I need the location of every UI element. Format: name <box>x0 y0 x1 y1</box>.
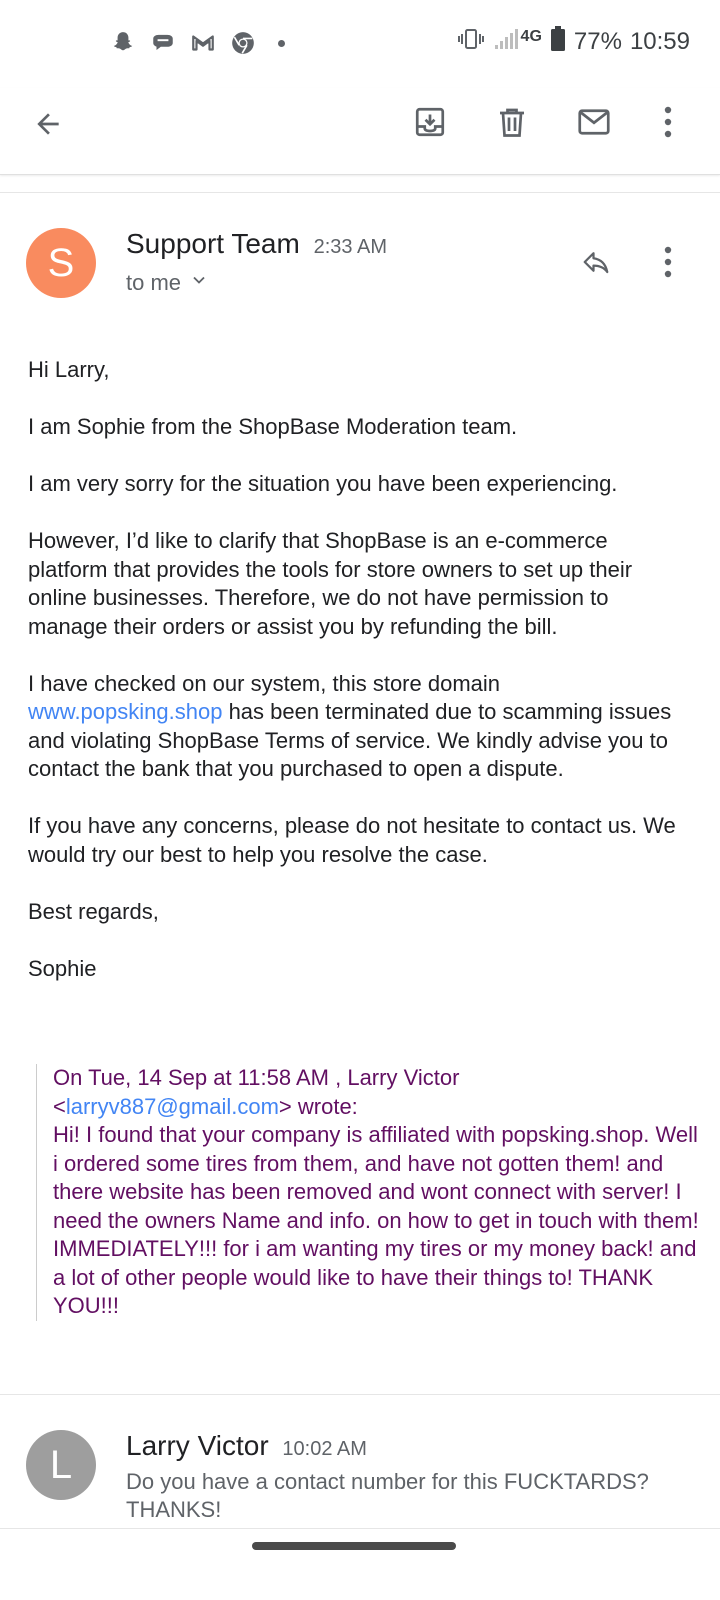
recipient-toggle[interactable] <box>126 270 209 296</box>
body-paragraph: If you have any concerns, please do not hesitate to contact us. We would try our best to help you resolve the case. <box>28 813 676 867</box>
quote-text: Hi! I found that your company is affiliated with popsking.shop. Well i ordered some tires from them, and have not gotten them! and there website has been removed and wont connect with server! I need the owners Name and info. on how to get in touch with them! IMMEDIATELY!!! for i am wanting my tires or my money back! and a lot of other people would like to have their things to! THANK YOU!!! <box>53 1122 699 1318</box>
battery-percentage: 77% <box>573 27 622 55</box>
message-more-button[interactable] <box>642 238 694 290</box>
snapchat-icon <box>110 30 136 56</box>
store-domain-link[interactable]: www.popsking.shop <box>28 699 223 724</box>
text-run: On Tue, 14 Sep at 11:58 AM , Larry Victor < <box>53 1065 460 1119</box>
message-snippet: Do you have a contact number for this FUCKTARDS? THANKS! <box>126 1469 649 1522</box>
back-button[interactable] <box>22 100 74 152</box>
chat-icon <box>150 30 176 56</box>
mark-unread-icon <box>575 104 613 145</box>
body-paragraph: I am Sophie from the ShopBase Moderation team. <box>28 414 518 439</box>
signal-icon <box>493 27 519 56</box>
sender-avatar[interactable] <box>26 228 96 298</box>
message-header[interactable] <box>0 220 720 310</box>
message-time: 2:33 AM <box>313 236 387 258</box>
chrome-icon <box>230 30 256 56</box>
sender-line <box>126 228 387 260</box>
system-indicators <box>457 26 690 57</box>
thread-divider <box>0 1394 720 1395</box>
sender-line <box>126 1430 367 1462</box>
more-vert-icon <box>663 246 673 283</box>
quoted-message <box>36 1064 703 1321</box>
delete-button[interactable] <box>486 98 538 150</box>
avatar-letter: S <box>47 240 75 285</box>
network-type: 4G <box>520 27 542 45</box>
notification-icons <box>110 30 285 56</box>
greeting: Hi Larry, <box>28 357 110 382</box>
more-dot-icon <box>278 40 285 47</box>
signature: Sophie <box>28 955 97 981</box>
delete-icon <box>494 104 530 145</box>
text-run: > wrote: <box>278 1093 358 1119</box>
top-divider <box>0 192 720 193</box>
bottom-divider <box>0 1528 720 1529</box>
battery-icon <box>550 26 566 57</box>
message-time: 10:02 AM <box>282 1438 367 1460</box>
mark-unread-button[interactable] <box>568 98 620 150</box>
closing: Best regards, <box>28 898 159 924</box>
body-paragraph: I am very sorry for the situation you have been experiencing. <box>28 471 618 496</box>
vibrate-icon <box>457 27 485 56</box>
gmail-icon <box>190 30 216 56</box>
message-body <box>28 356 688 1012</box>
top-app-bar <box>0 88 720 175</box>
more-options-button[interactable] <box>642 98 694 150</box>
text-run: has been terminated due to scamming issues and violating ShopBase Terms of service. We kindly advise you to contact the bank that you purchased to open a dispute. <box>28 699 672 781</box>
archive-button[interactable] <box>404 98 456 150</box>
reply-icon <box>579 247 613 282</box>
sender-name: Larry Victor <box>126 1430 269 1461</box>
reply-button[interactable] <box>570 238 622 290</box>
text-run: I have checked on our system, this store domain <box>28 670 501 696</box>
back-arrow-icon <box>32 108 64 145</box>
status-bar <box>0 0 720 88</box>
recipient-label: to me <box>126 270 182 295</box>
reply-avatar[interactable] <box>26 1430 96 1500</box>
chevron-down-icon <box>189 270 209 296</box>
body-paragraph <box>28 670 688 784</box>
sender-name: Support Team <box>126 228 300 259</box>
sender-email-link[interactable]: larryv887@gmail.com <box>65 1093 279 1119</box>
gesture-nav-handle[interactable] <box>252 1542 456 1550</box>
archive-icon <box>412 104 448 145</box>
quote-header <box>53 1064 703 1121</box>
collapsed-message[interactable] <box>0 1420 720 1520</box>
clock: 10:59 <box>629 27 690 55</box>
more-vert-icon <box>663 106 673 143</box>
body-paragraph: However, I’d like to clarify that ShopBase is an e-commerce platform that provides the tools for store owners to set up their online businesses. Therefore, we do not have permission to manage their orders or assist you by refunding the bill. <box>28 528 633 639</box>
avatar-letter: L <box>49 1442 73 1487</box>
